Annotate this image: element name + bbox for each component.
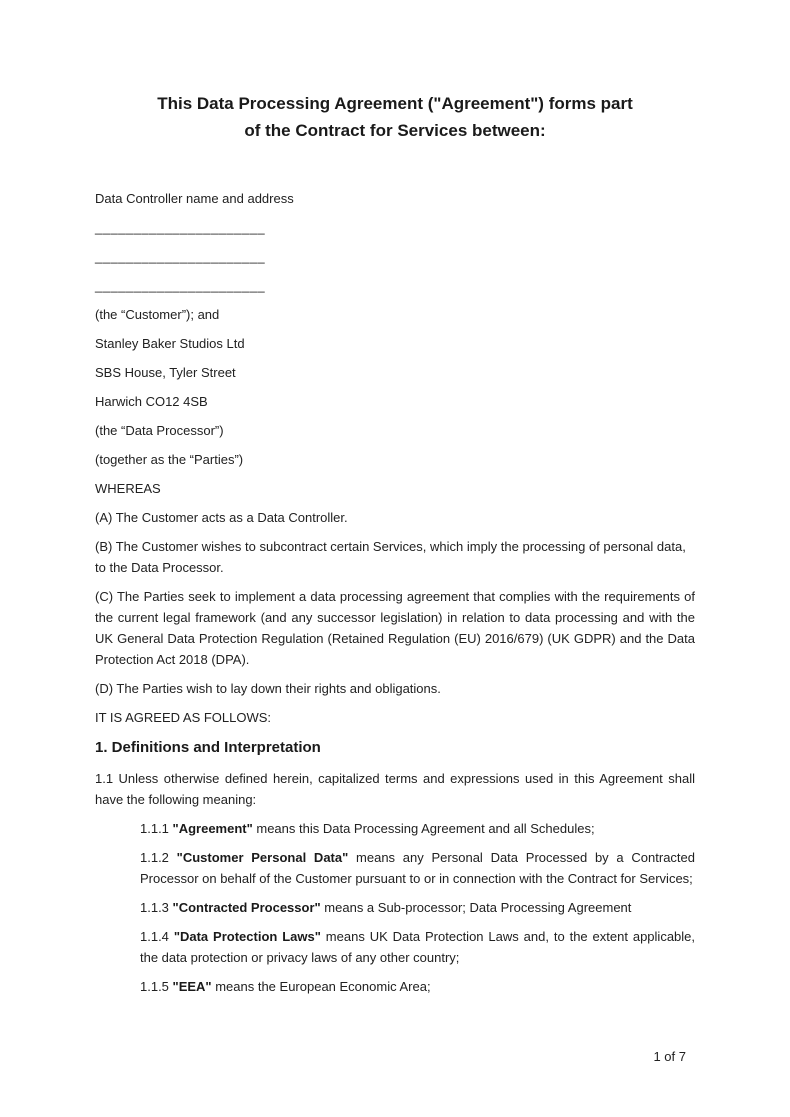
- definition-text: means this Data Processing Agreement and all Schedules;: [252, 821, 595, 836]
- processor-address-line1: SBS House, Tyler Street: [95, 365, 236, 380]
- recital-b: (B) The Customer wishes to subcontract certain Services, which imply the processing of personal data, to the Data Processor.: [95, 539, 686, 575]
- definition-item-1-1-5: [140, 976, 695, 997]
- definition-text: means UK Data Protection Laws and, to the extent applicable, the data protection or privacy laws of any other country;: [140, 929, 696, 965]
- document-title-line1: This Data Processing Agreement ("Agreement") forms part: [157, 94, 633, 113]
- recital-d: (D) The Parties wish to lay down their rights and obligations.: [95, 681, 441, 696]
- agreed-label: IT IS AGREED AS FOLLOWS:: [95, 710, 272, 725]
- recital-c: (C) The Parties seek to implement a data processing agreement that complies with the requirements of the current legal framework (and any successor legislation) in relation to data processing and with the UK General Data Protection Regulation (Retained Regulation (EU) 2016/679) (UK GDPR) and the Data Protection Act 2018 (DPA).: [95, 589, 695, 667]
- definition-item-1-1-2: [140, 847, 695, 889]
- controller-address-blank-1: ______________________: [95, 249, 266, 264]
- processor-address-line2: Harwich CO12 4SB: [95, 394, 208, 409]
- page-number: 1 of 7: [653, 1049, 686, 1064]
- definition-number: 1.1.1: [140, 821, 173, 836]
- definition-number: 1.1.4: [140, 929, 174, 944]
- parties-section: [95, 188, 695, 470]
- definition-number: 1.1.2: [140, 850, 177, 865]
- processor-name: Stanley Baker Studios Ltd: [95, 336, 245, 351]
- recital-a: (A) The Customer acts as a Data Controller.: [95, 510, 348, 525]
- customer-designation: (the “Customer”); and: [95, 307, 220, 322]
- definition-number: 1.1.3: [140, 900, 173, 915]
- controller-address-blank-2: ______________________: [95, 278, 266, 293]
- whereas-label: WHEREAS: [95, 481, 161, 496]
- definition-term: "Contracted Processor": [172, 900, 321, 915]
- section-1-definitions: [95, 736, 695, 997]
- definition-term: "Customer Personal Data": [176, 850, 349, 865]
- definitions-list: [95, 818, 695, 997]
- definition-item-1-1-1: [140, 818, 695, 839]
- definition-text: means a Sub-processor; Data Processing Agreement: [320, 900, 632, 915]
- processor-designation: (the “Data Processor”): [95, 423, 224, 438]
- definition-item-1-1-4: [140, 926, 695, 968]
- definition-text: means the European Economic Area;: [211, 979, 431, 994]
- clause-1-1: 1.1 Unless otherwise defined herein, capitalized terms and expressions used in this Agreement shall have the following meaning:: [95, 771, 695, 807]
- controller-label: Data Controller name and address: [95, 191, 294, 206]
- document-title-line2: of the Contract for Services between:: [244, 121, 546, 140]
- definition-term: "EEA": [172, 979, 212, 994]
- definition-term: "Data Protection Laws": [173, 929, 321, 944]
- recitals-section: [95, 478, 695, 728]
- section-1-heading: 1. Definitions and Interpretation: [95, 739, 321, 756]
- parties-designation: (together as the “Parties”): [95, 452, 244, 467]
- controller-name-blank: ______________________: [95, 220, 266, 235]
- definition-term: "Agreement": [172, 821, 253, 836]
- definition-item-1-1-3: [140, 897, 695, 918]
- definition-text: means any Personal Data Processed by a Contracted Processor on behalf of the Customer pursuant to or in connection with the Contract for Services;: [140, 850, 695, 886]
- definition-number: 1.1.5: [140, 979, 173, 994]
- document-title: [95, 90, 695, 144]
